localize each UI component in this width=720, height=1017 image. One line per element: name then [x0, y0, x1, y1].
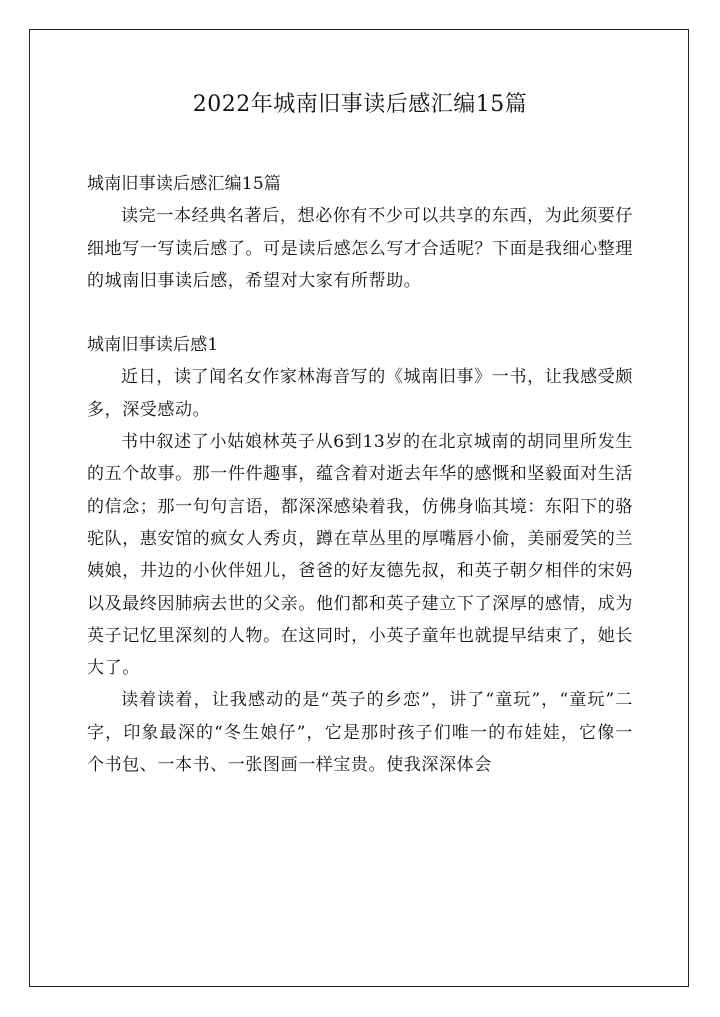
document-title: 2022年城南旧事读后感汇编15篇: [192, 92, 528, 117]
intro-paragraph: 读完一本经典名著后，想必你有不少可以共享的东西，为此须要仔细地写一写读后感了。可是读后感怎么写才合适呢？下面是我细心整理的城南旧事读后感，希望对大家有所帮助。: [87, 206, 633, 291]
body-paragraph: 近日，读了闻名女作家林海音写的《城南旧事》一书，让我感受颇多，深受感动。: [87, 367, 633, 420]
body-paragraph: 书中叙述了小姑娘林英子从6到13岁的在北京城南的胡同里所发生的五个故事。那一件件趣事，蕴含着对逝去年华的感慨和坚毅面对生活的信念；那一句句言语，都深深感染着我，仿佛身临其境：东阳下的骆驼队，惠安馆的疯女人秀贞，蹲在草丛里的厚嘴唇小偷，美丽爱笑的兰姨娘，井边的小伙伴妞儿，爸爸的好友德先叔，和英子朝夕相伴的宋妈以及最终因肺病去世的父亲。他们都和英子建立下了深厚的感情，成为英子记忆里深刻的人物。在这同时，小英子童年也就提早结束了，她长大了。: [87, 432, 633, 679]
document-body: [87, 168, 633, 781]
body-paragraph: 读着读着，让我感动的是“英子的乡恋”，讲了“童玩”，“童玩”二字，印象最深的“冬生娘仔”，它是那时孩子们唯一的布娃娃，它像一个书包、一本书、一张图画一样宝贵。使我深深体会: [87, 690, 633, 776]
section-spacer: [87, 297, 633, 329]
intro-heading: 城南旧事读后感汇编15篇: [87, 174, 282, 194]
section-heading: 城南旧事读后感1: [87, 335, 219, 356]
